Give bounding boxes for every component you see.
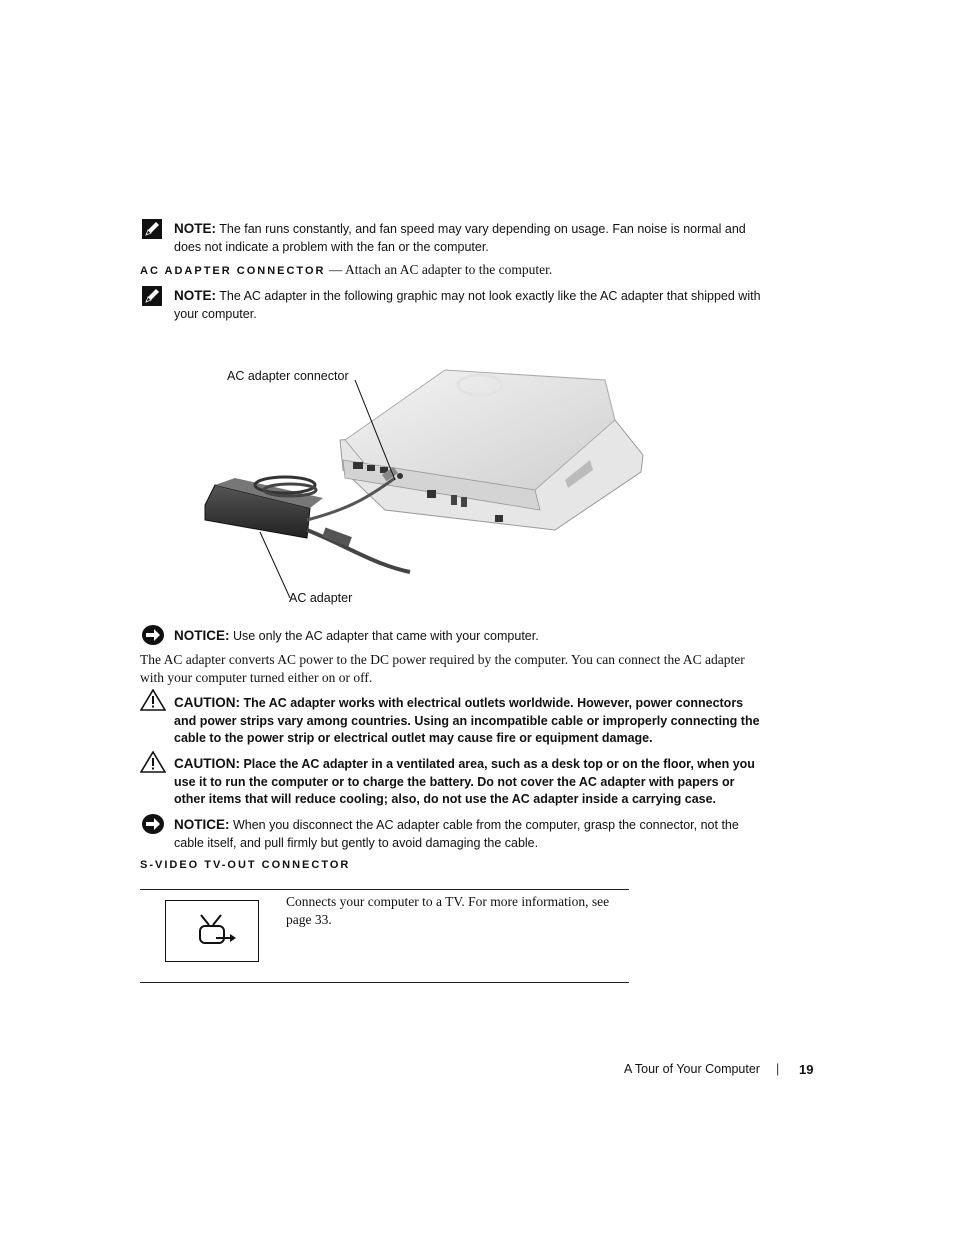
- note-label: NOTE:: [174, 288, 216, 303]
- footer-chapter-title: A Tour of Your Computer: [624, 1062, 760, 1076]
- caution-triangle-icon: [140, 751, 166, 773]
- notice-arrow-icon: [141, 624, 163, 646]
- note-text: The AC adapter in the following graphic may not look exactly like the AC adapter that shipped with your computer.: [174, 289, 761, 321]
- notice-text: When you disconnect the AC adapter cable from the computer, grasp the connector, not the cable itself, and pull firmly but gently to avoid damaging the cable.: [174, 818, 739, 850]
- body-paragraph: The AC adapter converts AC power to the DC power required by the computer. You can connect the AC adapter with your computer turned either on or off.: [140, 652, 745, 685]
- note-label: NOTE:: [174, 221, 216, 236]
- notice-label: NOTICE:: [174, 628, 230, 643]
- caution-label: CAUTION:: [174, 695, 240, 710]
- note-fan: [174, 220, 764, 256]
- heading-description: Attach an AC adapter to the computer.: [344, 262, 553, 277]
- heading-dash: —: [325, 262, 345, 277]
- caution-ventilation: [174, 755, 764, 809]
- caution-outlets: [174, 694, 764, 748]
- caution-text: The AC adapter works with electrical outlets worldwide. However, power connectors and power strips vary among countries. Using an incompatible cable or improperly connecting the cable to the power strip or electrical outlet may cause fire or equipment damage.: [174, 696, 760, 745]
- table-top-rule: [140, 889, 629, 890]
- caution-text: Place the AC adapter in a ventilated area, such as a desk top or on the floor, when you use it to run the computer or to charge the battery. Do not cover the AC adapter with papers or other items that will reduce cooling; also, do not use the AC adapter inside a carrying case.: [174, 757, 755, 806]
- notice-text: Use only the AC adapter that came with your computer.: [229, 629, 539, 643]
- tv-out-icon: [165, 900, 259, 962]
- ac-adapter-connector-entry: [140, 261, 780, 279]
- note-text: The fan runs constantly, and fan speed may vary depending on usage. Fan noise is normal and does not indicate a problem with the fan or the computer.: [174, 222, 746, 254]
- notice-label: NOTICE:: [174, 817, 230, 832]
- footer-separator: |: [776, 1062, 780, 1076]
- callout-ac-adapter: AC adapter: [289, 591, 353, 605]
- caution-triangle-icon: [140, 689, 166, 711]
- laptop-ac-adapter-illustration: [195, 360, 655, 610]
- section-heading: AC ADAPTER CONNECTOR: [140, 265, 326, 277]
- callout-ac-adapter-connector: AC adapter connector: [227, 369, 349, 383]
- note-pencil-icon: [141, 285, 163, 307]
- caution-label: CAUTION:: [174, 756, 240, 771]
- notice-arrow-icon: [141, 813, 163, 835]
- svideo-section-heading: S-VIDEO TV-OUT CONNECTOR: [140, 859, 351, 871]
- note-pencil-icon: [141, 218, 163, 240]
- page-number: 19: [799, 1062, 814, 1077]
- note-adapter-graphic: [174, 287, 764, 323]
- notice-use-only-adapter: [174, 627, 764, 646]
- svideo-description: Connects your computer to a TV. For more information, see page 33.: [286, 894, 610, 927]
- notice-disconnect: [174, 816, 764, 852]
- table-bottom-rule: [140, 982, 629, 983]
